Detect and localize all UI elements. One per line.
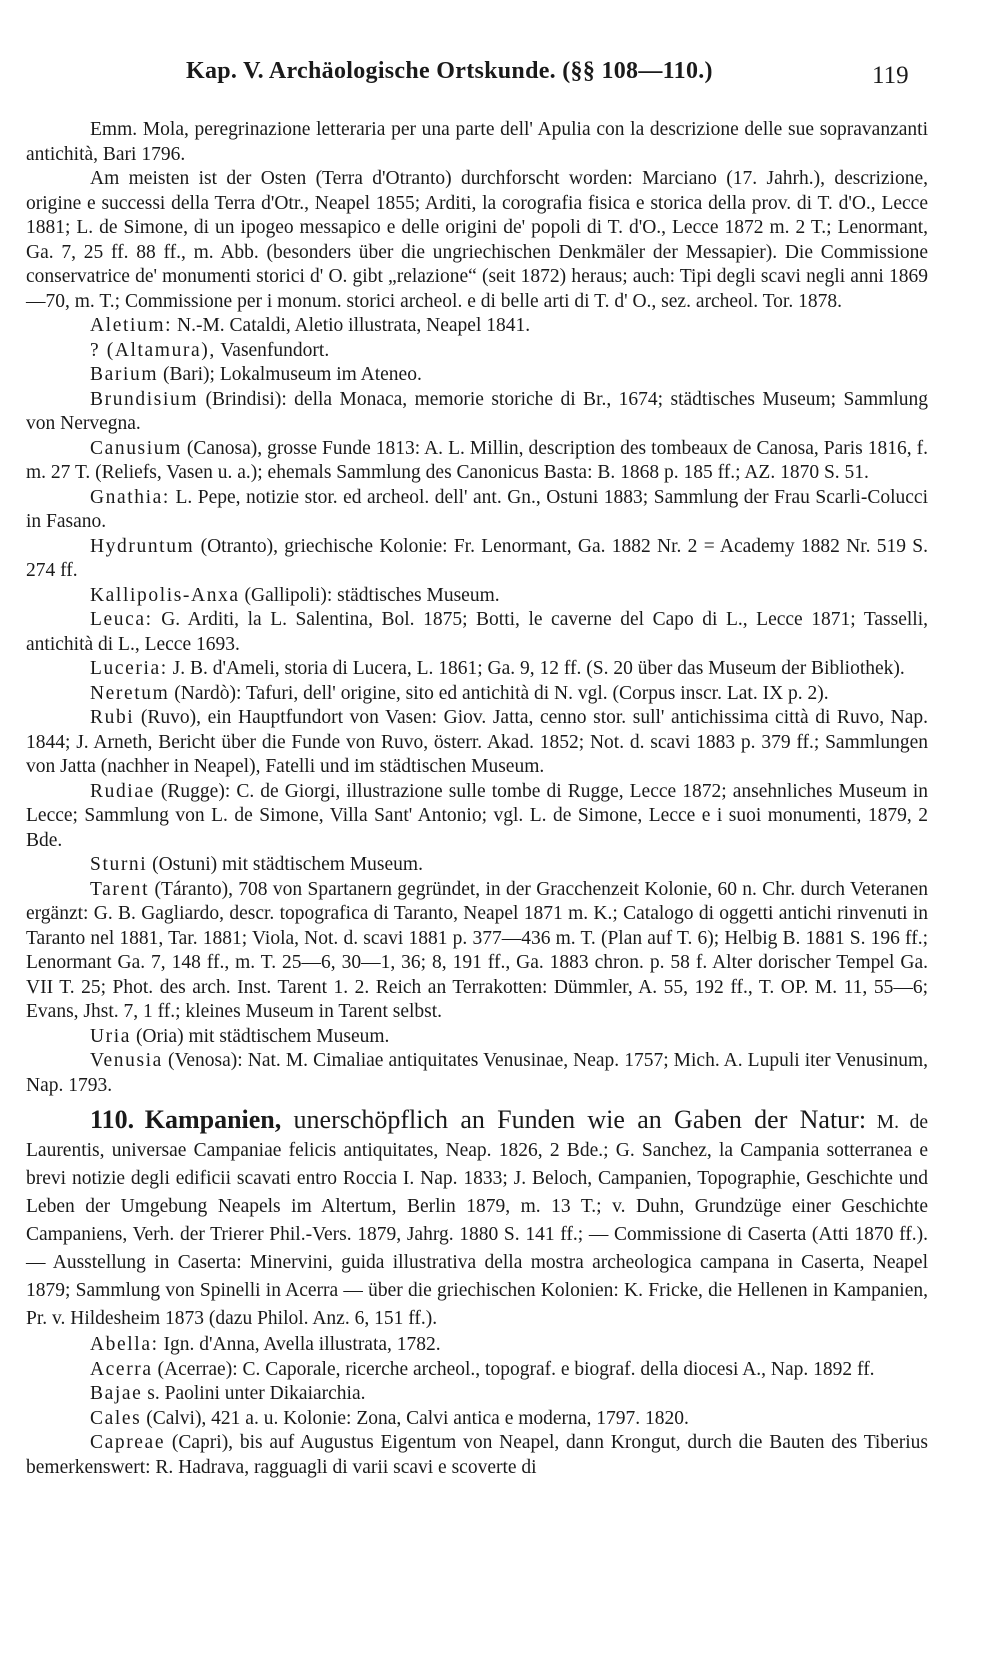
place-name: Canusium <box>90 437 182 459</box>
entry-text: (Oria) mit städtischem Museum. <box>131 1025 390 1047</box>
entry-text: s. Paolini unter Dikaiarchia. <box>142 1383 366 1404</box>
section-title: Kampanien, <box>144 1105 282 1134</box>
entry-text: (Ruvo), ein Hauptfundort von Vasen: Giov. Jatta, cenno stor. sull' antichissima città di Ruvo, Nap. 1844; J. Arneth, Bericht über die Funde von Ruvo, österr. Akad. 1852; Not. d. scavi 1883 p. 379 ff.; Sammlungen von Jatta (nachher in Neapel), Fatelli und im städtischen Museum. <box>26 707 928 777</box>
section-110 <box>26 1106 928 1333</box>
entry-text: (Ostuni) mit städtischem Museum. <box>147 854 423 875</box>
entry-leuca <box>26 608 928 657</box>
entry-text: (Gallipoli): städtisches Museum. <box>239 584 500 606</box>
paragraph <box>26 118 928 167</box>
entry-text: (Acerrae): C. Caporale, ricerche archeol., topograf. e biograf. della diocesi A., Nap. 1892 ff. <box>152 1358 875 1380</box>
place-name: Luceria: <box>90 658 168 679</box>
paragraph-text: Emm. Mola, peregrinazione letteraria per una parte dell' Apulia con la descrizione delle sue sopravanzanti antichità, Bari 1796. <box>26 119 928 165</box>
entry-sturni <box>26 853 928 878</box>
entry-text: (Venosa): Nat. M. Cimaliae antiquitates Venusinae, Neap. 1757; Mich. A. Lupuli iter Venusinum, Nap. 1793. <box>26 1050 928 1096</box>
place-name: ? (Altamura), <box>90 339 216 361</box>
entry-canusium <box>26 437 928 486</box>
entry-cales <box>26 1407 928 1432</box>
entry-kallipolis <box>26 584 928 609</box>
entry-aletium <box>26 314 928 339</box>
entry-text: (Canosa), grosse Funde 1813: A. L. Millin, description des tombeaux de Canosa, Paris 1816, f. m. 27 T. (Reliefs, Vasen u. a.); ehemals Sammlung des Canonicus Basta: B. 1868 p. 185 ff.; AZ. 1870 S. 51. <box>26 437 928 483</box>
entry-text: N.-M. Cataldi, Aletio illustrata, Neapel 1841. <box>172 315 531 336</box>
page-body <box>26 118 928 1480</box>
entry-abella <box>26 1333 928 1358</box>
page-header <box>0 58 1000 98</box>
paragraph-text: Am meisten ist der Osten (Terra d'Otranto) durchforscht worden: Marciano (17. Jahrh.), descrizione, origine e successi della Terra d'Otr., Neapel 1855; Arditi, la corografia fisica e storica della prov. di T. d'O., Lecce 1881; L. de Simone, di un ipogeo messapico e delle origini de' popoli di T. d'O., Lecce 1872 m. 2 T.; Lenormant, Ga. 7, 25 ff. 88 ff., m. Abb. (besonders über die ungriechischen Denkmäler der Messapier). Die Commissione conservatrice de' monumenti storici d' O. gibt „relazione“ (seit 1872) heraus; auch: Tipi degli scavi negli anni 1869—70, m. T.; Commissione per i monum. storici archeol. e di belle arti di T. d' O., sez. archeol. Tor. 1878. <box>26 168 928 312</box>
entry-text: (Brindisi): della Monaca, memorie storiche di Br., 1674; städtisches Museum; Sammlung von Nervegna. <box>26 388 928 434</box>
place-name: Abella: <box>90 1334 159 1355</box>
entry-text: (Rugge): C. de Giorgi, illustrazione sulle tombe di Rugge, Lecce 1872; ansehnliches Museum in Lecce; Sammlung von L. de Simone, Villa Sant' Antonio; vgl. L. de Simone, Lecce e i suoi monumenti, 1879, 2 Bde. <box>26 780 928 851</box>
entry-capreae <box>26 1431 928 1480</box>
entry-neretum <box>26 682 928 707</box>
place-name: Tarent <box>90 878 150 900</box>
place-name: Rudiae <box>90 780 155 802</box>
paragraph <box>26 167 928 314</box>
entry-text: L. Pepe, notizie stor. ed archeol. dell' ant. Gn., Ostuni 1883; Sammlung der Frau Scarli-Colucci in Fasano. <box>26 486 928 532</box>
running-title: Kap. V. Archäologische Ortskunde. (§§ 108—110.) <box>186 58 713 84</box>
entry-text: (Capri), bis auf Augustus Eigentum von Neapel, dann Krongut, durch die Bauten des Tiberius bemerkenswert: R. Hadrava, ragguagli di varii scavi e scoverte di <box>26 1432 928 1478</box>
place-name: Kallipolis-Anxa <box>90 584 240 606</box>
entry-tarent <box>26 878 928 1025</box>
entry-luceria <box>26 657 928 682</box>
place-name: Uria <box>90 1025 132 1047</box>
entry-uria <box>26 1025 928 1050</box>
entry-acerra <box>26 1358 928 1383</box>
place-name: Barium <box>90 364 159 385</box>
place-name: Aletium: <box>90 315 173 336</box>
place-name: Gnathia: <box>90 486 170 508</box>
place-name: Venusia <box>90 1050 163 1071</box>
entry-text: (Táranto), 708 von Spartanern gegründet, in der Gracchenzeit Kolonie, 60 n. Chr. durch Veteranen ergänzt: G. B. Gagliardo, descr. topografica di Taranto, Neapel 1871 m. K.; Catalogo di oggetti antichi rinvenuti in Taranto nel 1881, Tar. 1881; Viola, Not. d. scavi 1881 p. 377—436 m. T. (Plan auf T. 6); Helbig B. 1881 S. 196 ff.; Lenormant Ga. 7, 148 ff., m. T. 25—6, 30—1, 36; 8, 191 ff., Ga. 1883 chron. p. 58 f. Alter dorischer Tempel Ga. VII T. 25; Phot. des arch. Inst. Tarent 1. 2. Reich an Terrakotten: Dümmler, A. 55, 192 ff., T. OP. M. 11, 55—6; Evans, Jhst. 7, 1 ff.; kleines Museum in Tarent selbst. <box>26 878 928 1022</box>
place-name: Capreae <box>90 1432 166 1453</box>
entry-bajae <box>26 1382 928 1407</box>
place-name: Brundisium <box>90 388 199 410</box>
entry-text: (Otranto), griechische Kolonie: Fr. Lenormant, Ga. 1882 Nr. 2 = Academy 1882 Nr. 519 S. 274 ff. <box>26 535 928 581</box>
place-name: Sturni <box>90 854 148 875</box>
section-subtitle: unerschöpflich an Funden wie an Gaben der Natur: <box>281 1105 867 1134</box>
section-text: M. de Laurentis, universae Campaniae felicis antiquitates, Neap. 1826, 2 Bde.; G. Sanchez, la Campania sotterranea e brevi notizie degli edificii scavati entro Roccia I. Nap. 1833; J. Beloch, Campanien, Topographie, Geschichte und Leben der Umgebung Neapels im Altertum, Berlin 1879, m. 13 T.; v. Duhn, Grundzüge einer Geschichte Campaniens, Verh. der Trierer Phil.-Vers. 1879, Jahrg. 1880 S. 141 ff.; — Commissione di Caserta (Atti 1870 ff.). — Ausstellung in Caserta: Minervini, guida illustrativa della mostra archeologica campana in Caserta, Neapel 1879; Sammlung von Spinelli in Acerra — über die griechischen Kolonien: K. Fricke, die Hellenen in Kampanien, Pr. v. Hildesheim 1873 (dazu Philol. Anz. 6, 151 ff.). <box>26 1112 928 1329</box>
entry-text: G. Arditi, la L. Salentina, Bol. 1875; Botti, le caverne del Capo di L., Lecce 1871; Tasselli, antichità di L., Lecce 1693. <box>26 609 928 655</box>
entry-text: Ign. d'Anna, Avella illustrata, 1782. <box>158 1334 441 1355</box>
entry-barium <box>26 363 928 388</box>
entry-text: (Bari); Lokalmuseum im Ateneo. <box>158 364 422 385</box>
section-number: 110. <box>90 1105 135 1134</box>
entry-text: (Nardò): Tafuri, dell' origine, sito ed antichità di N. vgl. (Corpus inscr. Lat. IX p. 2). <box>169 682 829 704</box>
entry-text: J. B. d'Ameli, storia di Lucera, L. 1861; Ga. 9, 12 ff. (S. 20 über das Museum der Bibliothek). <box>167 658 905 679</box>
entry-brundisium <box>26 388 928 437</box>
place-name: Neretum <box>90 682 170 704</box>
entry-rudiae <box>26 780 928 854</box>
entry-text: (Calvi), 421 a. u. Kolonie: Zona, Calvi antica e moderna, 1797. 1820. <box>141 1407 689 1429</box>
entry-venusia <box>26 1049 928 1098</box>
entry-gnathia <box>26 486 928 535</box>
place-name: Leuca: <box>90 609 153 630</box>
place-name: Acerra <box>90 1358 153 1380</box>
place-name: Cales <box>90 1407 142 1429</box>
place-name: Bajae <box>90 1383 143 1404</box>
entry-text: Vasenfundort. <box>215 339 330 361</box>
entry-hydruntum <box>26 535 928 584</box>
place-name: Rubi <box>90 707 135 728</box>
page-number: 119 <box>872 62 909 89</box>
place-name: Hydruntum <box>90 535 195 557</box>
entry-rubi <box>26 706 928 780</box>
entry-altamura <box>26 339 928 364</box>
